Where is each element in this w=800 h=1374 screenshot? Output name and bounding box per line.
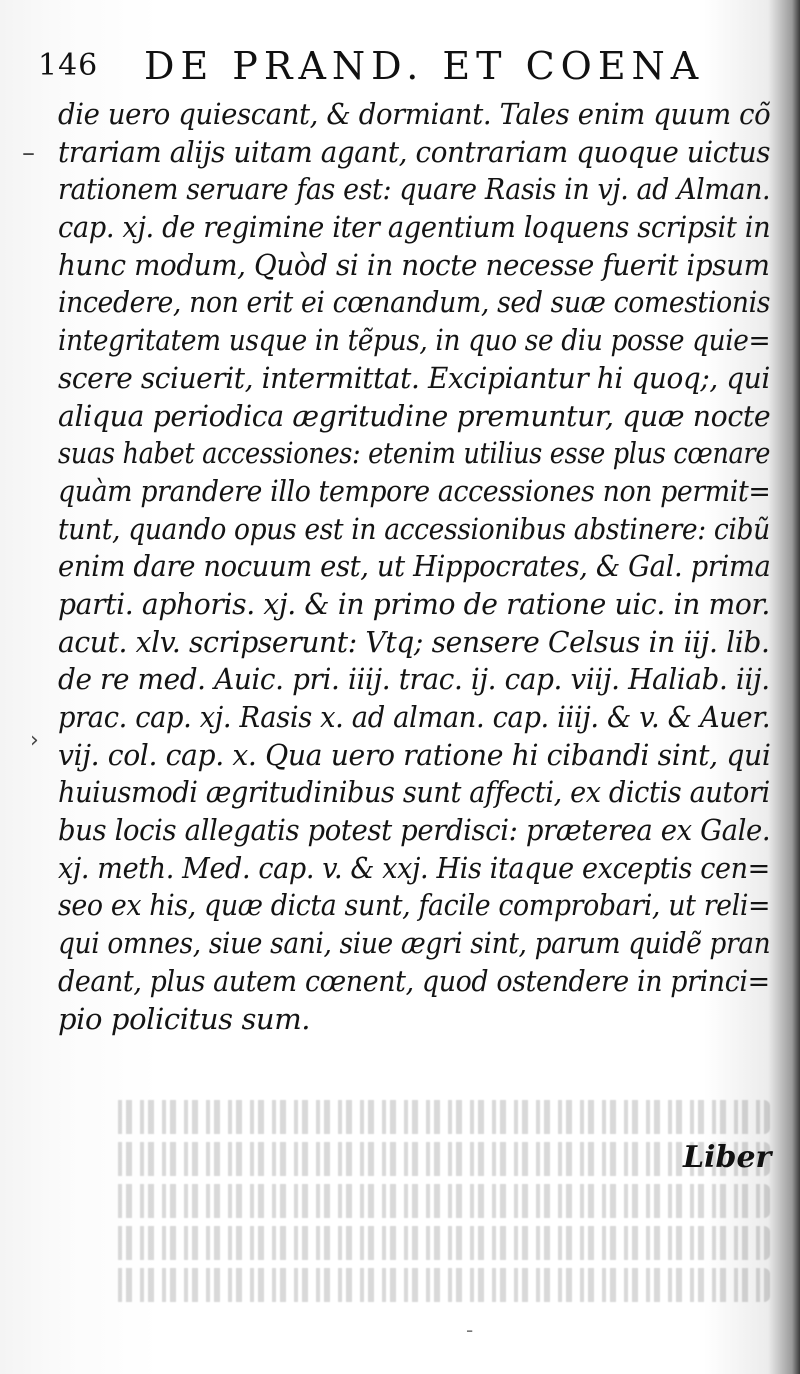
text-line: aliqua periodica ægritudine premuntur, quæ nocte	[58, 398, 771, 433]
text-line: trariam alijs uitam agant, contrariam quoque uictus	[58, 134, 771, 169]
text-line: rationem seruare fas est: quare Rasis in vj. ad Alman.	[58, 172, 771, 207]
text-line: parti. aphoris. xj. & in primo de ratione uic. in mor.	[58, 586, 771, 621]
text-line: prac. cap. xj. Rasis x. ad alman. cap. iiij. & v. & Auer.	[58, 700, 771, 734]
text-line: integritatem usque in tẽpus, in quo se diu posse quie=	[58, 323, 771, 358]
running-head: DE PRAND. ET COENA	[144, 44, 705, 88]
text-line: qui omnes, siue sani, siue ægri sint, parum quidẽ pran	[58, 926, 771, 961]
text-line: scere sciuerit, intermittat. Excipiantur hi quoq;, qui	[58, 360, 770, 395]
text-line: enim dare nocuum est, ut Hippocrates, & Gal. prima	[58, 549, 771, 584]
text-line: de re med. Auic. pri. iiij. trac. ij. cap. viij. Haliab. iij.	[58, 662, 770, 697]
text-line: die uero quiescant, & dormiant. Tales enim quum cõ	[58, 97, 771, 131]
page-header	[38, 42, 705, 90]
text-line: pio policitus sum.	[58, 1001, 311, 1036]
catchword: Liber	[683, 1140, 772, 1175]
margin-dash-mark: –	[22, 138, 35, 168]
text-line: quàm prandere illo tempore accessiones non permit=	[58, 473, 771, 508]
page-number: 146	[38, 48, 99, 83]
text-line: xj. meth. Med. cap. v. & xxj. His itaque exceptis cen=	[58, 850, 770, 885]
text-line: suas habet accessiones: etenim utilius esse plus cœnare	[58, 436, 771, 471]
text-line: acut. xlv. scripserunt: Vtq; sensere Celsus in iij. lib.	[58, 624, 770, 659]
text-line: hunc modum, Quòd si in nocte necesse fuerit ipsum	[58, 247, 770, 282]
margin-pointer-mark: ›	[30, 728, 39, 753]
bottom-speck-mark: -	[466, 1318, 474, 1342]
text-line: deant, plus autem cœnent, quod ostendere in princi=	[58, 963, 770, 998]
body-text	[58, 96, 771, 1038]
show-through-text	[110, 1100, 770, 1320]
text-line: incedere, non erit ei cœnandum, sed suæ comestionis	[58, 285, 771, 320]
text-line: vij. col. cap. x. Qua uero ratione hi cibandi sint, qui	[58, 737, 771, 772]
text-line: huiusmodi ægritudinibus sunt affecti, ex dictis autori	[58, 775, 770, 810]
text-line: tunt, quando opus est in accessionibus abstinere: cibũ	[58, 511, 770, 546]
text-line: cap. xj. de regimine iter agentium loquens scripsit in	[58, 210, 771, 245]
text-line: seo ex his, quæ dicta sunt, facile comprobari, ut reli=	[58, 888, 771, 923]
text-line: bus locis allegatis potest perdisci: præterea ex Gale.	[58, 813, 771, 848]
